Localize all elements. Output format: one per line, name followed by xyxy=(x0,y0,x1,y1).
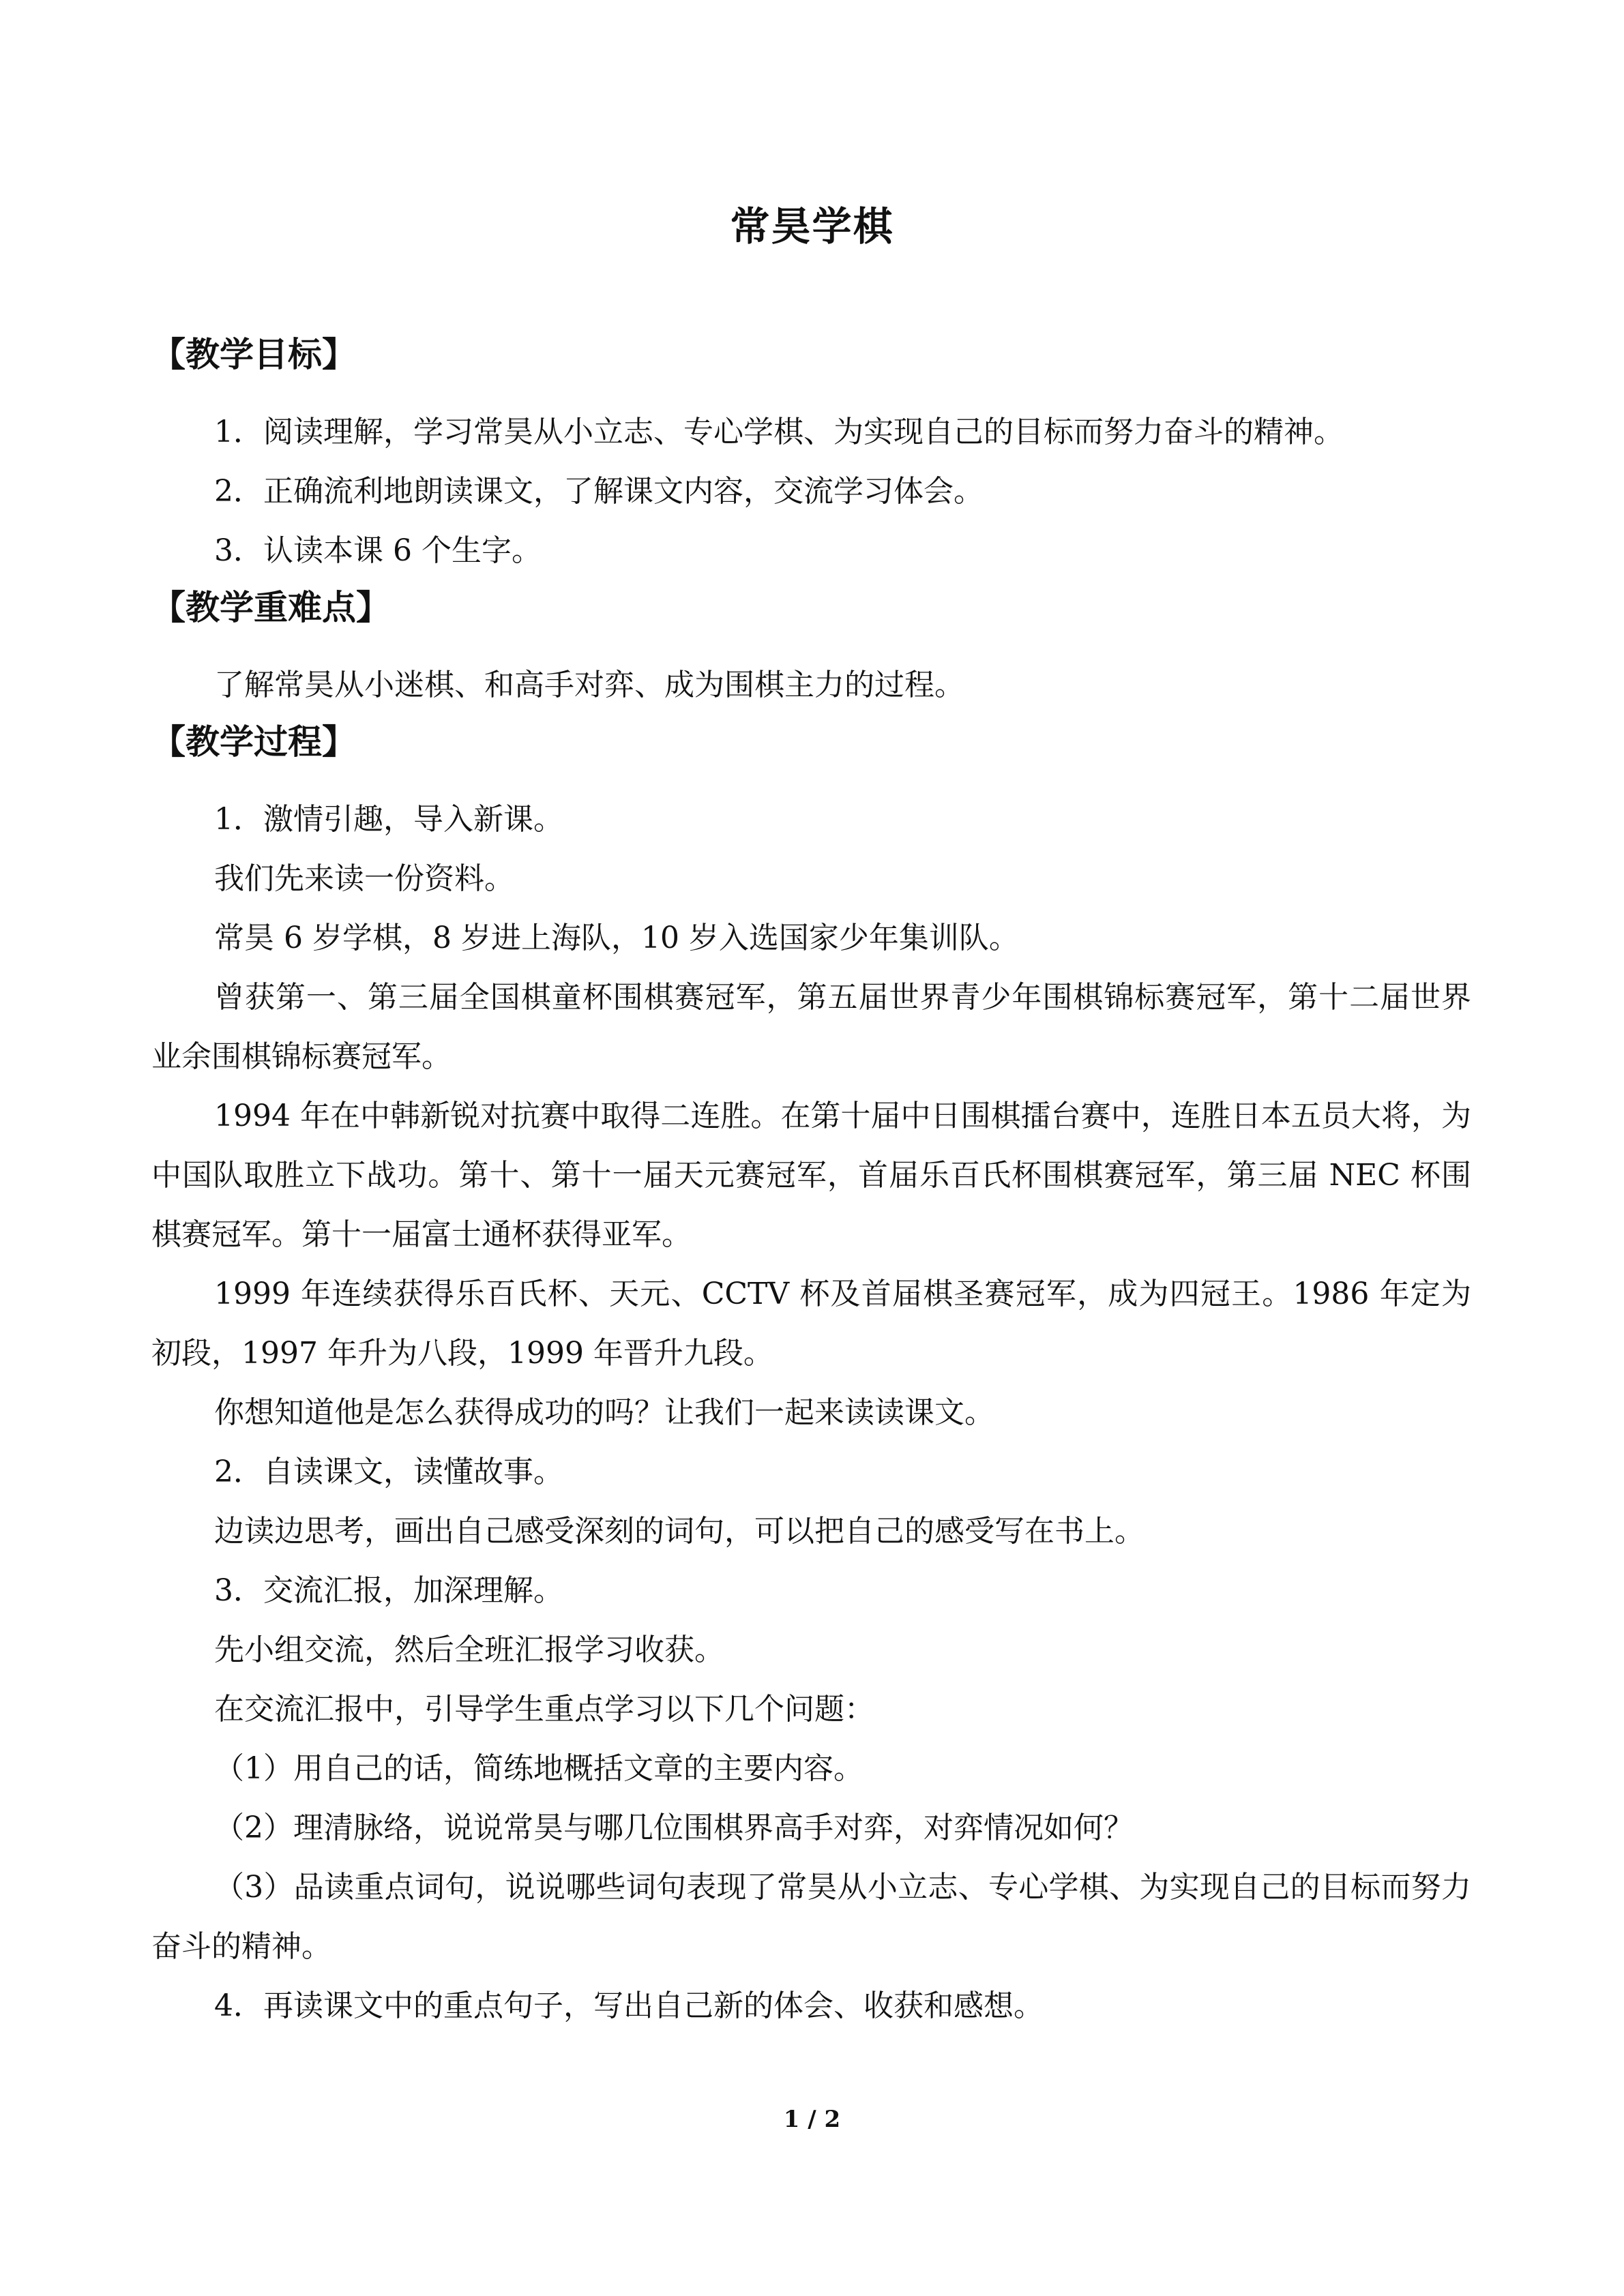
process-paragraph: 常昊 6 岁学棋，8 岁进上海队，10 岁入选国家少年集训队。 xyxy=(214,921,1019,955)
section-heading-process: 【教学过程】 xyxy=(151,721,356,762)
process-paragraph: 在交流汇报中，引导学生重点学习以下几个问题： xyxy=(214,1692,874,1727)
process-question: （1）用自己的话，简练地概括文章的主要内容。 xyxy=(214,1751,863,1786)
page-number: 1 / 2 xyxy=(783,2106,841,2133)
process-step: 1．激情引趣，导入新课。 xyxy=(214,802,563,837)
process-question: （2）理清脉络，说说常昊与哪几位围棋界高手对弈，对弈情况如何？ xyxy=(214,1810,1134,1845)
process-paragraph: 1994 年在中韩新锐对抗赛中取得二连胜。在第十届中日围棋擂台赛中，连胜日本五员大将，为中国队取胜立下战功。第十、第十一届天元赛冠军，首届乐百氏杯围棋赛冠军，第三届 NEC 杯围棋赛冠军。第十一届富士通杯获得亚军。 xyxy=(151,1099,1471,1252)
objective-item: 1．阅读理解，学习常昊从小立志、专心学棋、为实现自己的目标而努力奋斗的精神。 xyxy=(214,415,1344,449)
page-title: 常昊学棋 xyxy=(730,203,894,250)
key-point-text: 了解常昊从小迷棋、和高手对弈、成为围棋主力的过程。 xyxy=(214,668,964,702)
process-question: （3）品读重点词句，说说哪些词句表现了常昊从小立志、专心学棋、为实现自己的目标而努力奋斗的精神。 xyxy=(151,1870,1471,1964)
process-step: 4．再读课文中的重点句子，写出自己新的体会、收获和感想。 xyxy=(214,1988,1044,2023)
process-paragraph: 1999 年连续获得乐百氏杯、天元、CCTV 杯及首届棋圣赛冠军，成为四冠王。1986 年定为初段，1997 年升为八段，1999 年晋升九段。 xyxy=(151,1277,1471,1371)
process-paragraph: 先小组交流，然后全班汇报学习收获。 xyxy=(214,1632,724,1667)
document-body xyxy=(151,327,1471,2036)
section-heading-objectives: 【教学目标】 xyxy=(151,334,356,374)
process-paragraph: 边读边思考，画出自己感受深刻的词句，可以把自己的感受写在书上。 xyxy=(214,1514,1145,1549)
process-paragraph: 曾获第一、第三届全国棋童杯围棋赛冠军，第五届世界青少年围棋锦标赛冠军，第十二届世界业余围棋锦标赛冠军。 xyxy=(151,980,1471,1074)
process-paragraph: 我们先来读一份资料。 xyxy=(214,861,514,896)
process-step: 3．交流汇报，加深理解。 xyxy=(214,1573,563,1608)
process-step: 2．自读课文，读懂故事。 xyxy=(214,1455,563,1489)
objective-item: 2．正确流利地朗读课文，了解课文内容，交流学习体会。 xyxy=(214,474,984,509)
section-heading-key-points: 【教学重难点】 xyxy=(151,587,390,627)
objective-item: 3．认读本课 6 个生字。 xyxy=(214,533,542,568)
process-paragraph: 你想知道他是怎么获得成功的吗？让我们一起来读读课文。 xyxy=(214,1395,994,1430)
